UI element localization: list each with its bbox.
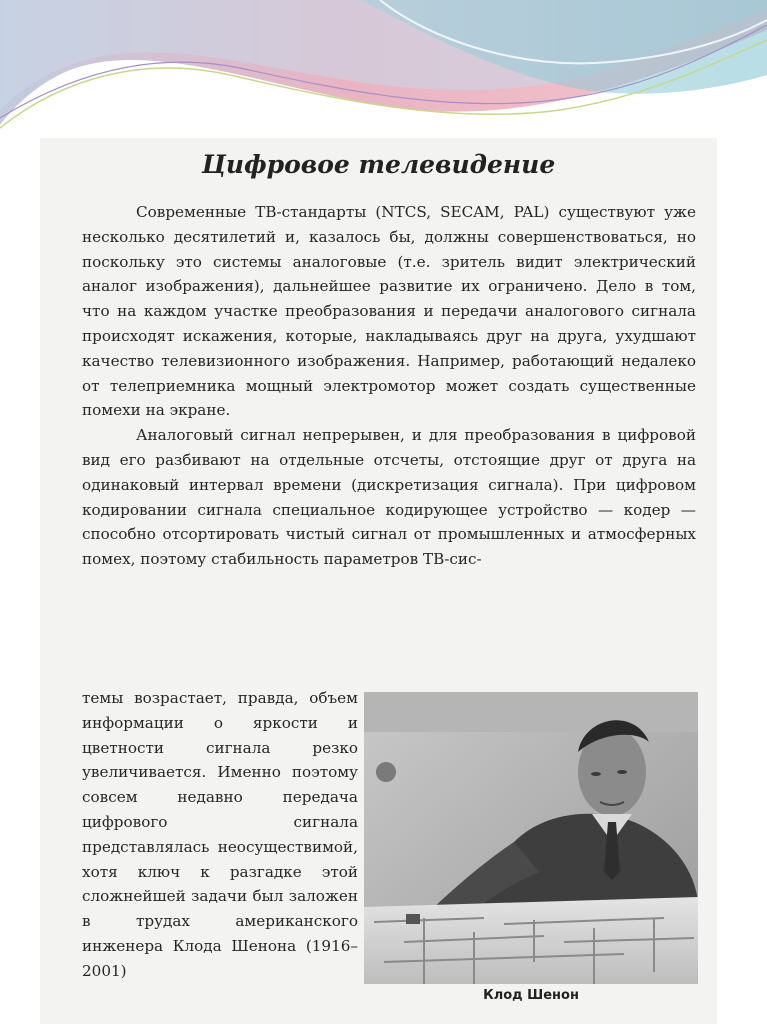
main-text: [82, 200, 696, 572]
page-title: Цифровое телевидение: [201, 150, 556, 179]
paragraph-2: Аналоговый сигнал непрерывен, и для преобразования в цифровой вид его разбивают на отдельные отсчеты, отстоящие друг от друга на одинаковый интервал времени (дискретизация сигнала). При цифровом кодировании сигнала специальное кодирующее устройство — кодер — способно отсортировать чистый сигнал от промышленных и атмосферных помех, поэтому стабильность параметров ТВ-сис-: [82, 426, 696, 569]
paragraph-1: Современные ТВ-стандарты (NTCS, SECAM, PAL) существуют уже несколько десятилетий и, казалось бы, должны совершенствоваться, но поскольку это системы аналоговые (т.е. зритель видит электрический аналог изображения), дальнейшее развитие их ограничено. Дело в том, что на каждом участке преобразования и передачи аналогового сигнала происходят искажения, которые, накладываясь друг на друга, ухудшают качество телевизионного изображения. Например, работающий недалеко от телеприемника мощный электромотор может создать существенные помехи на экране.: [82, 203, 696, 420]
wrapped-text: темы возрастает, правда, объем информации о яркости и цветности сигнала резко увеличивается. Именно поэтому совсем недавно передача цифрового сигнала представлялась неосуществимой, хотя ключ к разгадке этой сложнейшей задачи был заложен в трудах американского инженера Клода Шенона (1916–2001): [82, 689, 358, 980]
decorative-waves: [0, 0, 767, 140]
portrait-photo: [364, 692, 698, 984]
textbook-page: [40, 138, 717, 1024]
photo-caption: Клод Шенон: [483, 988, 579, 1003]
